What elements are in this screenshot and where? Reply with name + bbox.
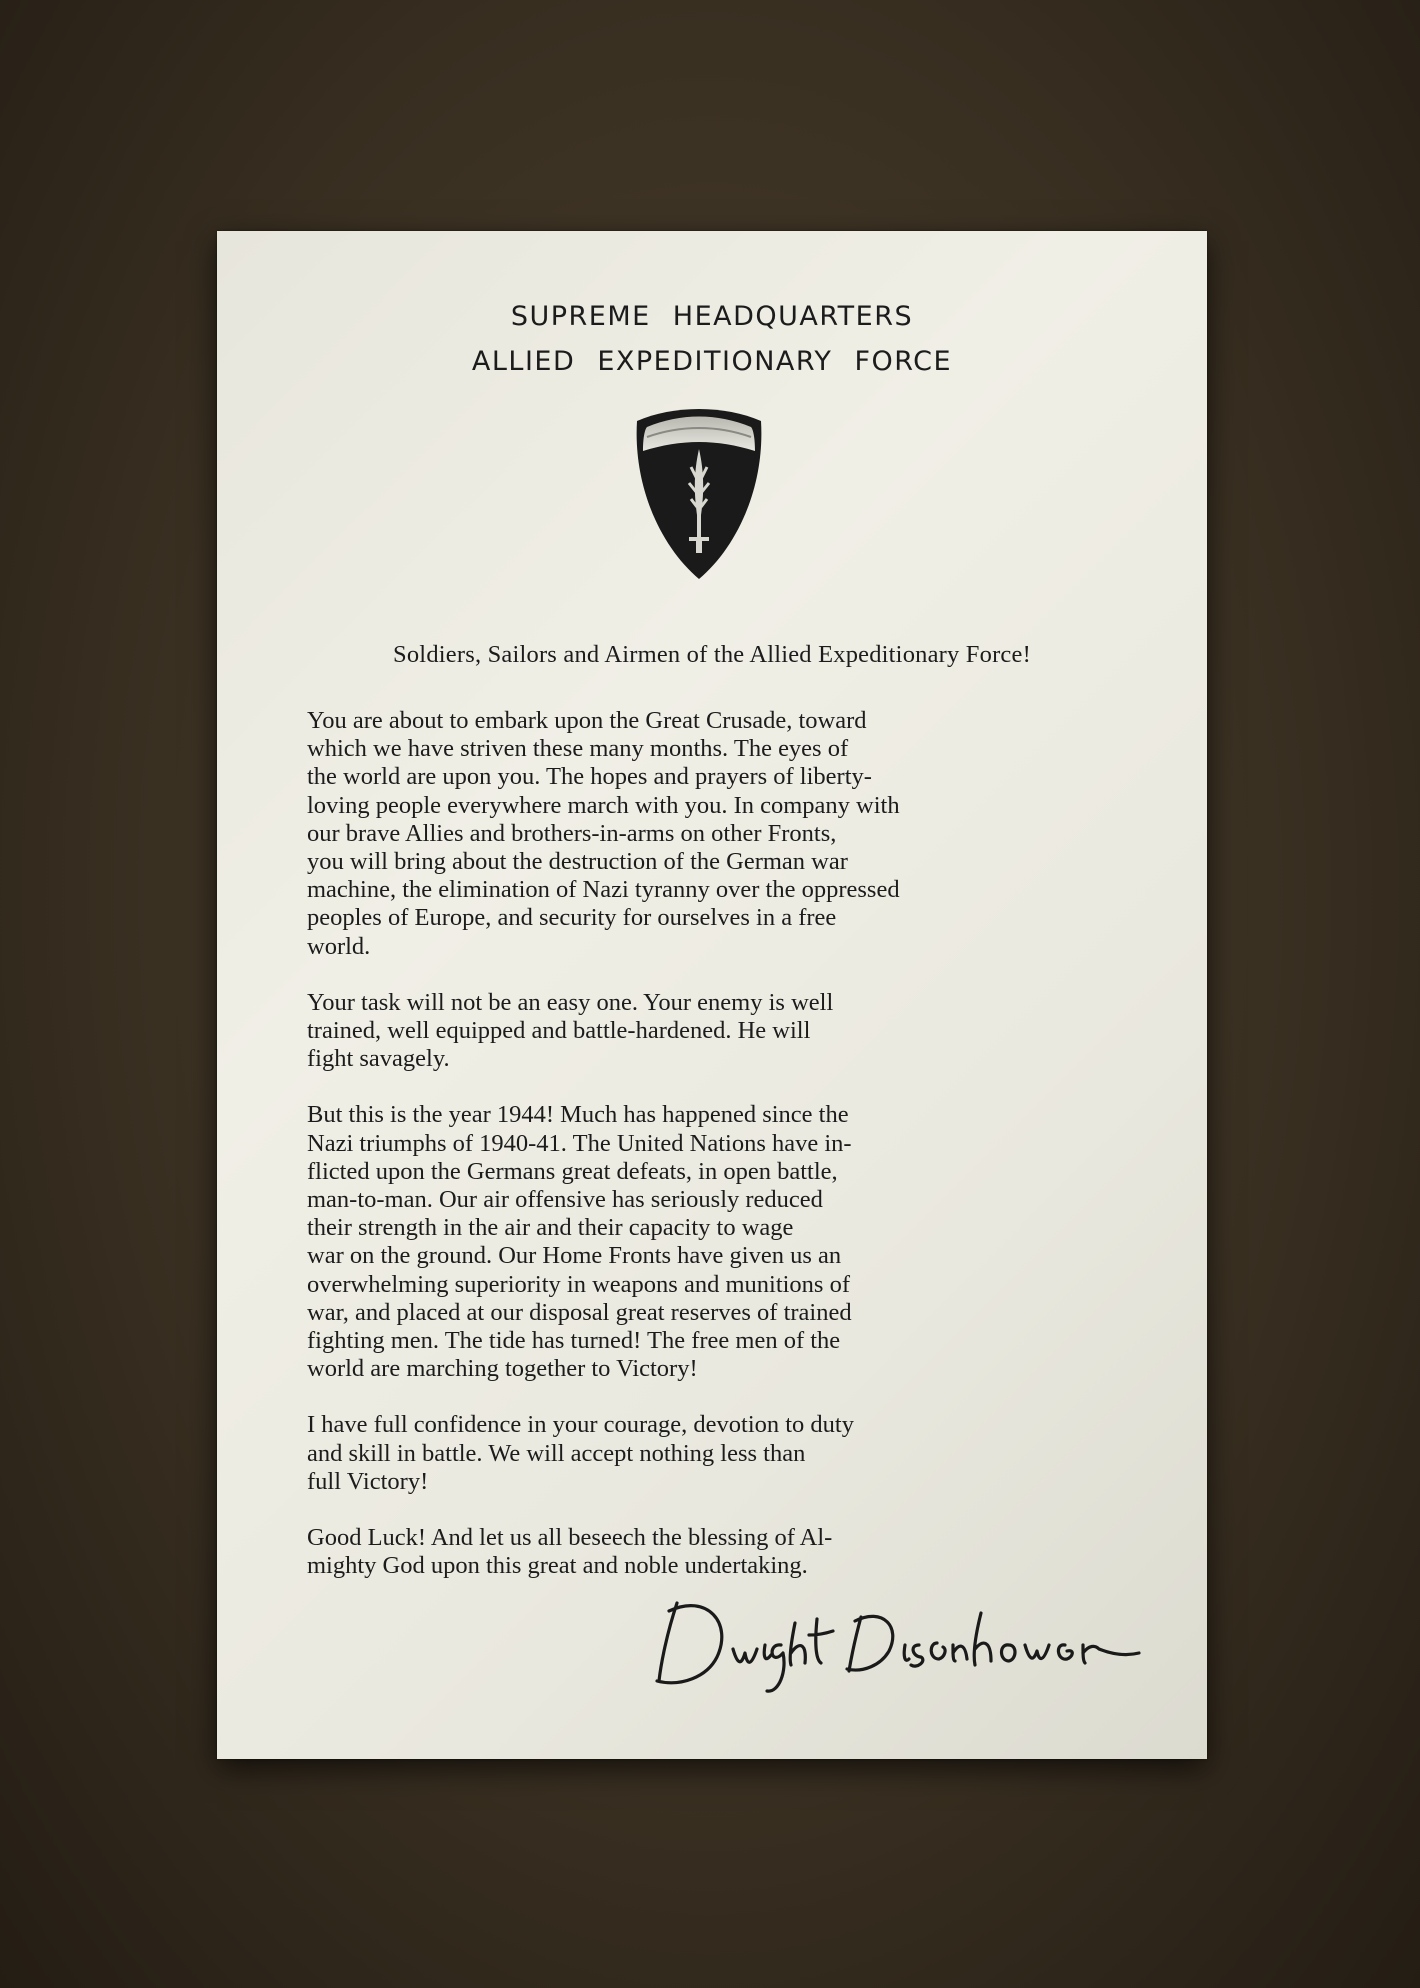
- paragraph: But this is the year 1944! Much has happened since the Nazi triumphs of 1940-41. The United Nations have in- flicted upon the Germans great defeats, in open battle, man-to-man. Our air offensive has seriously reduced their strength in the air and their capacity to wage war on the ground. Our Home Fronts have given us an overwhelming superiority in weapons and munitions of war, and placed at our disposal great reserves of trained fighting men. The tide has turned! The free men of the world are marching together to Victory!: [307, 1101, 852, 1383]
- document-page: [217, 231, 1207, 1759]
- heading-line-2: ALLIED EXPEDITIONARY FORCE: [471, 346, 953, 377]
- paragraph: I have full confidence in your courage, devotion to duty and skill in battle. We will accept nothing less than full Victory!: [307, 1411, 854, 1495]
- paragraph: Your task will not be an easy one. Your enemy is well trained, well equipped and battle-hardened. He will fight savagely.: [307, 988, 834, 1073]
- paragraph: You are about to embark upon the Great Crusade, toward which we have striven these many months. The eyes of the world are upon you. The hopes and prayers of liberty- loving people everywhere march with you. In company with our brave Allies and brothers-in-arms on other Fronts, you will bring about the destruction of the German war machine, the elimination of Nazi tyranny over the oppressed peoples of Europe, and security for ourselves in a free world.: [307, 707, 900, 960]
- signature: [647, 1583, 1147, 1703]
- heading-line-1: SUPREME HEADQUARTERS: [510, 301, 914, 332]
- shaef-shield-emblem-icon: [633, 407, 765, 583]
- paragraph: Good Luck! And let us all beseech the blessing of Al- mighty God upon this great and noble undertaking.: [307, 1524, 833, 1580]
- message-body: [307, 707, 1097, 1608]
- salutation: Soldiers, Sailors and Airmen of the Allied Expeditionary Force!: [393, 641, 1031, 668]
